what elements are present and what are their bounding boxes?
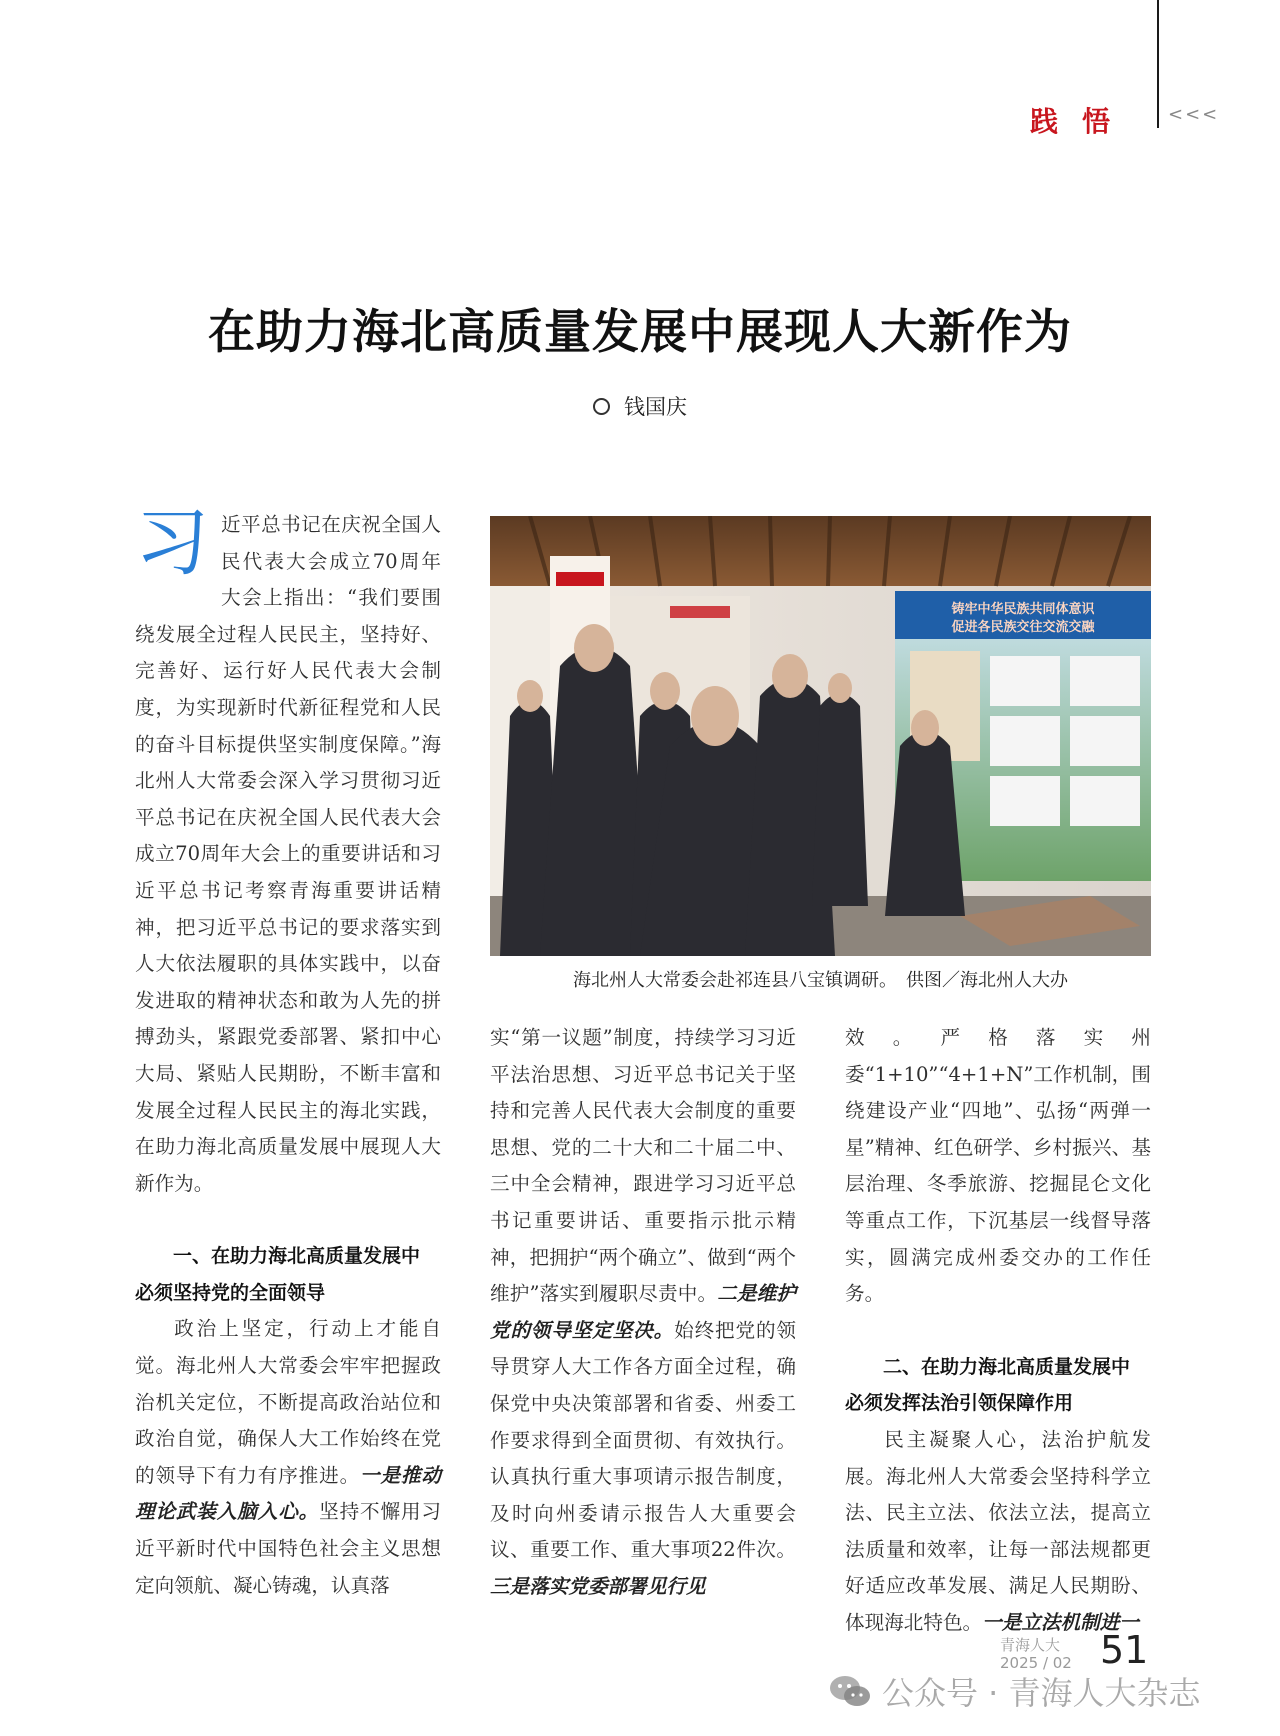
column-2: [490, 1020, 796, 1606]
body-text: 民主凝聚人心，法治护航发展。海北州人大常委会坚持科学立法、民主立法、依法立法，提高立法质量和效率，让每一部法规都更好适应改革发展、满足人民期盼、体现海北特色。: [845, 1427, 1151, 1634]
photo-caption: 海北州人大常委会赴祁连县八宝镇调研。 供图／海北州人大办: [573, 970, 1068, 991]
watermark-text: 公众号 · 青海人大杂志: [882, 1674, 1201, 1712]
intro-paragraph: [135, 500, 441, 1202]
body-paragraph: [490, 1020, 796, 1606]
emphasis-text: 一是推动理论武装入脑入心。: [135, 1463, 442, 1524]
body-paragraph: [845, 1422, 1151, 1642]
section-heading-1-line1: 一、在助力海北高质量发展中: [173, 1245, 421, 1268]
body-paragraph: [135, 1311, 441, 1604]
article-title: 在助力海北高质量发展中展现人大新作为: [208, 305, 1072, 360]
section-heading-1: [135, 1238, 441, 1311]
intro-text: 近平总书记在庆祝全国人民代表大会成立70周年大会上指出：“我们要围绕发展全过程人民民主，坚持好、完善好、运行好人民代表大会制度，为实现新时代新征程党和人民的奋斗目标提供坚实制度保障。”海北州人大常委会深入学习贯彻习近平总书记在庆祝全国人民代表大会成立70周年大会上的重要讲话和习近平总书记考察青海重要讲话精神，把习近平总书记的要求落实到人大依法履职的具体实践中，以奋发进取的精神状态和敢为人先的拼搏劲头，紧跟党委部署、紧扣中心大局、紧贴人民期盼，不断丰富和发展全过程人民民主的海北实践，在助力海北高质量发展中展现人大新作为。: [135, 513, 441, 1195]
watermark: [828, 1668, 1201, 1714]
footer-magazine-name: 青海人大: [1000, 1636, 1061, 1654]
section-heading-2: [845, 1349, 1151, 1422]
body-text: 实“第一议题”制度，持续学习习近平法治思想、习近平总书记关于坚持和完善人民代表大会制度的重要思想、党的二十大和二十届二中、三中全会精神，跟进学习习近平总书记重要讲话、重要指示批示精神，把拥护“两个确立”、做到“两个维护”落实到履职尽责中。: [490, 1026, 796, 1306]
body-text: 始终把党的领导贯穿人大工作各方面全过程，确保党中央决策部署和省委、州委工作要求得到全面贯彻、有效执行。认真执行重大事项请示报告制度，及时向州委请示报告人大重要会议、重要工作、重大事项22件次。: [490, 1318, 797, 1562]
circle-icon: [593, 398, 610, 415]
body-text: 效。严格落实州委“1+10”“4+1+N”工作机制，围绕建设产业“四地”、弘扬“两弹一星”精神、红色研学、乡村振兴、基层治理、冬季旅游、挖掘昆仑文化等重点工作，下沉基层一线督导落实，圆满完成州委交办的工作任务。: [845, 1026, 1151, 1306]
section-heading-2-line1: 二、在助力海北高质量发展中: [883, 1355, 1131, 1378]
emphasis-text: 一是立法机制进一: [982, 1610, 1139, 1634]
column-3: [845, 1020, 1151, 1642]
svg-text:促进各民族交往交流交融: 促进各民族交往交流交融: [951, 620, 1095, 635]
photo-illustration: [490, 516, 1151, 956]
byline: [0, 391, 1280, 421]
emphasis-text: 三是落实党委部署见行见: [490, 1574, 706, 1598]
drop-cap: 习: [135, 500, 209, 586]
body-text: 坚持不懈用习近平新时代中国特色社会主义思想定向领航、凝心铸魂，认真落: [135, 1500, 442, 1597]
author-name: 钱国庆: [624, 395, 687, 419]
page-number: 51: [1100, 1628, 1149, 1672]
header-divider: [1157, 0, 1159, 128]
article-photo: [490, 516, 1151, 956]
wechat-icon: [828, 1673, 872, 1709]
section-tag: 践悟: [1030, 105, 1135, 138]
body-text: 政治上坚定，行动上才能自觉。海北州人大常委会牢牢把握政治机关定位，不断提高政治站位和政治自觉，确保人大工作始终在党的领导下有力有序推进。: [135, 1317, 441, 1487]
footer-issue: 2025 / 02: [1000, 1654, 1072, 1672]
emphasis-text: 二是维护党的领导坚定坚决。: [490, 1282, 796, 1342]
column-1: [135, 500, 442, 1604]
body-paragraph: [845, 1020, 1151, 1313]
section-heading-1-line2: 必须坚持党的全面领导: [135, 1281, 326, 1304]
chevrons-icon: <<<: [1168, 104, 1220, 125]
svg-text:铸牢中华民族共同体意识: 铸牢中华民族共同体意识: [951, 602, 1095, 617]
section-heading-2-line2: 必须发挥法治引领保障作用: [845, 1392, 1074, 1415]
